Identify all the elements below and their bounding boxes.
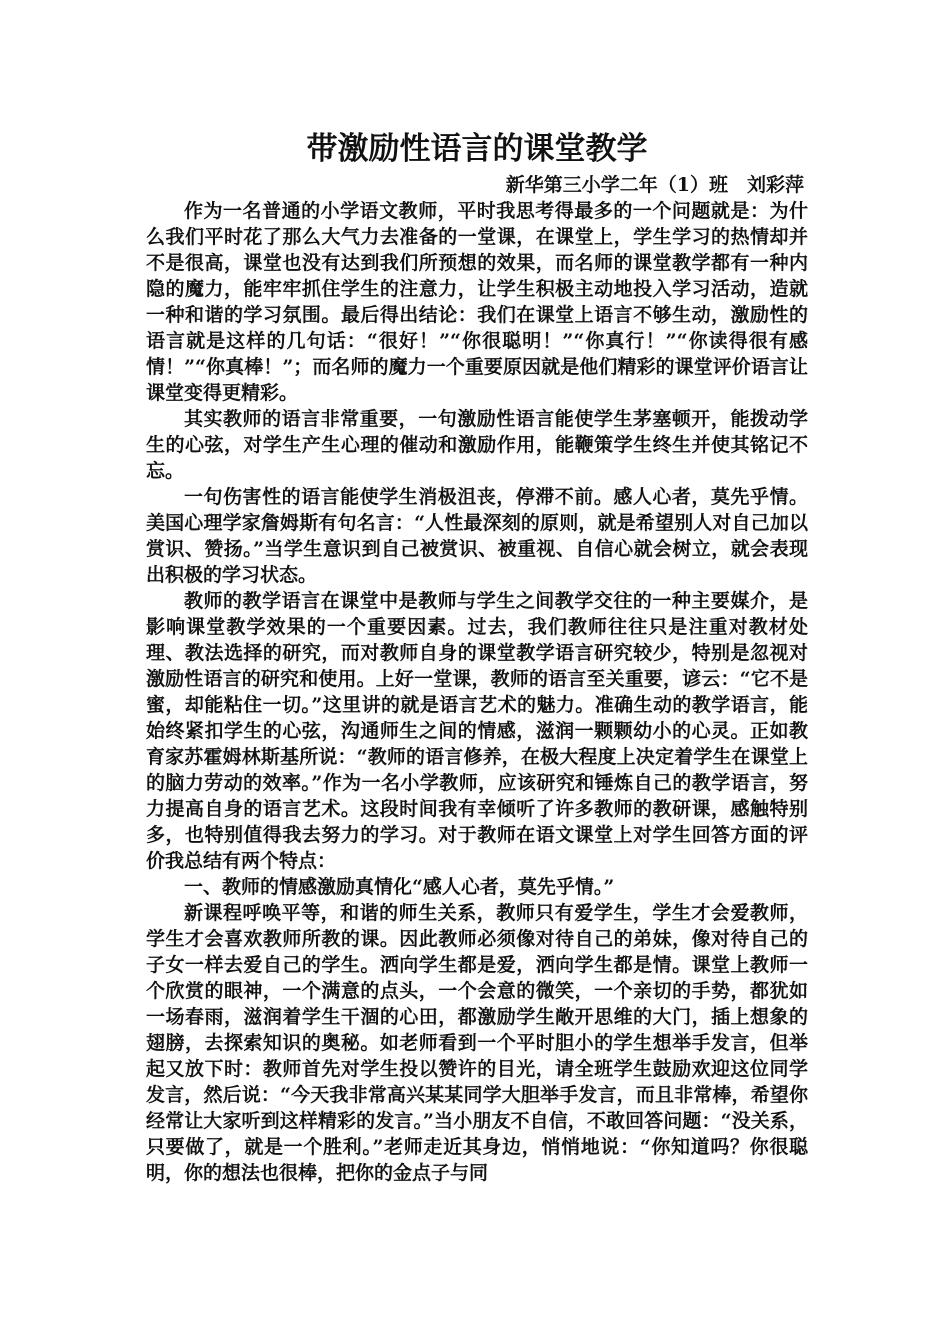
document-title: 带激励性语言的课堂教学 bbox=[306, 131, 648, 167]
document-author: 新华第三小学二年（1）班 刘彩萍 bbox=[505, 174, 804, 196]
section-heading: 一、教师的情感激励真情化“感人心者，莫先乎情。” bbox=[184, 876, 615, 898]
paragraph: 教师的教学语言在课堂中是教师与学生之间教学交往的一种主要媒介，是影响课堂教学效果的一个重要因素。过去，我们教师往往只是注重对教材处理、教法选择的研究，而对教师自身的课堂教学语言研究较少，特别是忽视对激励性语言的研究和使用。上好一堂课，教师的语言至关重要，谚云：“它不是蜜，却能粘住一切。”这里讲的就是语言艺术的魅力。准确生动的教学语言，能始终紧扣学生的心弦，沟通师生之间的情感，滋润一颗颗幼小的心灵。正如教育家苏霍姆林斯基所说：“教师的语言修养，在极大程度上决定着学生在课堂上的脑力劳动的效率。”作为一名小学教师，应该研究和锤炼自己的教学语言，努力提高自身的语言艺术。这段时间我有幸倾听了许多教师的教研课，感触特别多，也特别值得我去努力的学习。对于教师在语文课堂上对学生回答方面的评价我总结有两个特点： bbox=[146, 590, 808, 872]
paragraph: 新课程呼唤平等，和谐的师生关系，教师只有爱学生，学生才会爱教师，学生才会喜欢教师所教的课。因此教师必须像对待自己的弟妹，像对待自己的子女一样去爱自己的学生。洒向学生都是爱，洒向学生都是情。课堂上教师一个欣赏的眼神，一个满意的点头，一个会意的微笑，一个亲切的手势，都犹如一场春雨，滋润着学生干涸的心田，都激励学生敞开思维的大门，插上想象的翅膀，去探索知识的奥秘。如老师看到一个平时胆小的学生想举手发言，但举起又放下时：教师首先对学生投以赞许的目光，请全班学生鼓励欢迎这位同学发言，然后说：“今天我非常高兴某某同学大胆举手发言，而且非常棒，希望你经常让大家听到这样精彩的发言。”当小朋友不自信，不敢回答问题：“没关系，只要做了，就是一个胜利。”老师走近其身边，悄悄地说：“你知道吗？你很聪明，你的想法也很棒，把你的金点子与同 bbox=[146, 902, 808, 1184]
document-body bbox=[146, 198, 808, 1186]
paragraph: 作为一名普通的小学语文教师，平时我思考得最多的一个问题就是：为什么我们平时花了那么大气力去准备的一堂课，在课堂上，学生学习的热情却并不是很高，课堂也没有达到我们所预想的效果，而名师的课堂教学都有一种内隐的魔力，能牢牢抓住学生的注意力，让学生积极主动地投入学习活动，造就一种和谐的学习氛围。最后得出结论：我们在课堂上语言不够生动，激励性的语言就是这样的几句话：“很好！”“你很聪明！”“你真行！”“你读得很有感情！”“你真棒！”；而名师的魔力一个重要原因就是他们精彩的课堂评价语言让课堂变得更精彩。 bbox=[146, 200, 808, 404]
document-page bbox=[146, 126, 808, 1186]
paragraph: 其实教师的语言非常重要，一句激励性语言能使学生茅塞顿开，能拨动学生的心弦，对学生产生心理的催动和激励作用，能鞭策学生终生并使其铭记不忘。 bbox=[146, 408, 808, 482]
paragraph: 一句伤害性的语言能使学生消极沮丧，停滞不前。感人心者，莫先乎情。美国心理学家詹姆斯有句名言：“人性最深刻的原则，就是希望别人对自己加以赏识、赞扬。”当学生意识到自己被赏识、被重视、自信心就会树立，就会表现出积极的学习状态。 bbox=[146, 486, 808, 586]
